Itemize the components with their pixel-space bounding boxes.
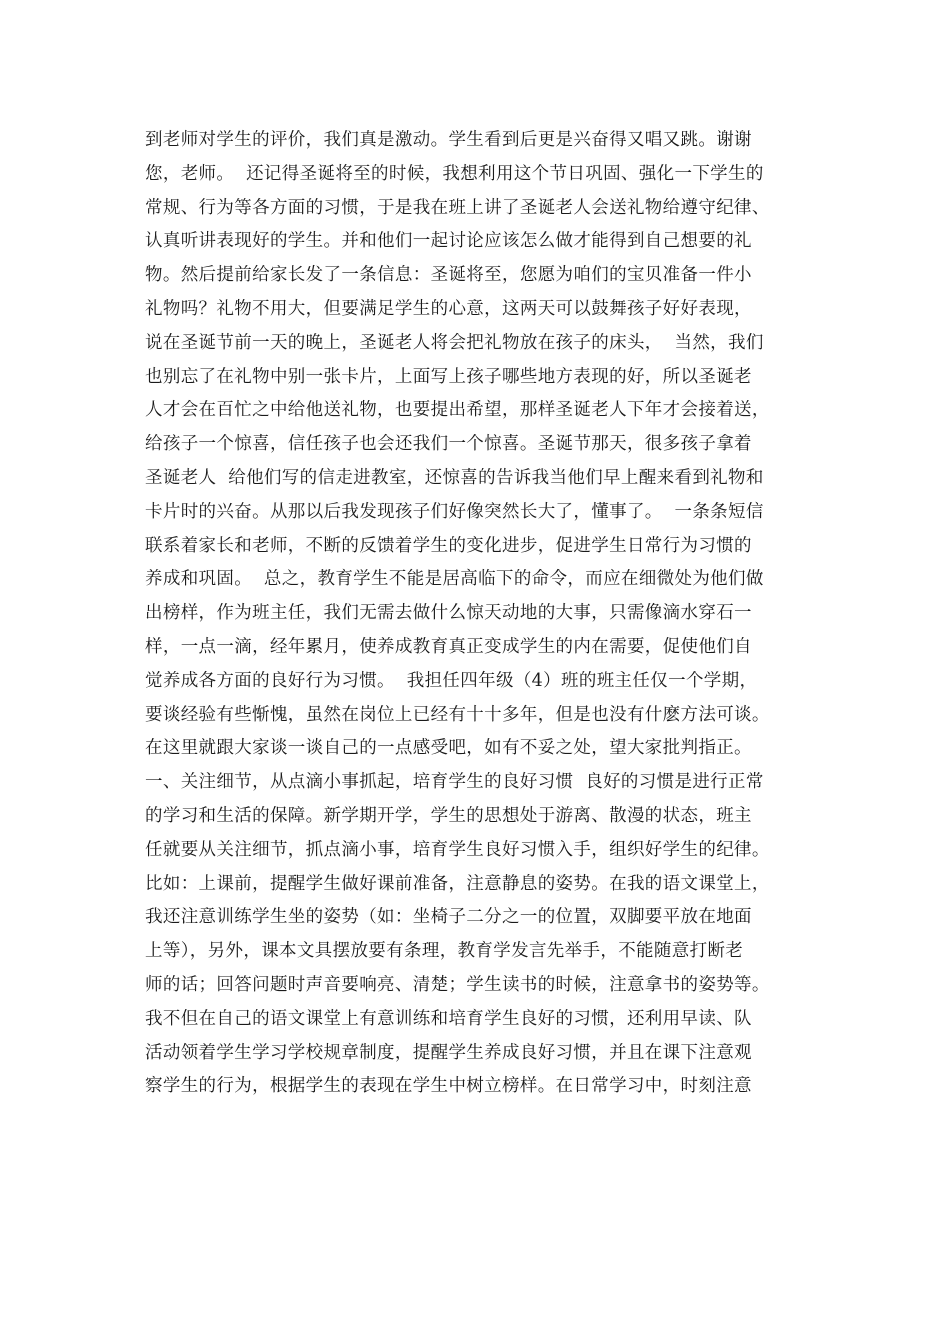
text-line: 物。然后提前给家长发了一条信息：圣诞将至，您愿为咱们的宝贝准备一件小 — [145, 265, 752, 286]
text-line: 的学习和生活的保障。新学期开学，学生的思想处于游离、散漫的状态，班主 — [145, 805, 752, 826]
text-line: 上等），另外，课本文具摆放要有条理，教育学发言先举手，不能随意打断老 — [145, 941, 744, 962]
text-line: 常规、行为等各方面的习惯，于是我在班上讲了圣诞老人会送礼物给遵守纪律、 — [145, 197, 770, 218]
text-line: 圣诞老人 给他们写的信走进教室，还惊喜的告诉我当他们早上醒来看到礼物和 — [145, 467, 764, 488]
text-line: 认真听讲表现好的学生。并和他们一起讨论应该怎么做才能得到自己想要的礼 — [145, 231, 752, 252]
text-line: 要谈经验有些惭愧，虽然在岗位上已经有十十多年，但是也没有什麽方法可谈。 — [145, 704, 770, 725]
body-text — [145, 124, 815, 1104]
section-heading-line: 一、关注细节，从点滴小事抓起，培育学生的良好习惯 良好的习惯是进行正常 — [145, 772, 764, 793]
text-line: 说在圣诞节前一天的晚上，圣诞老人将会把礼物放在孩子的床头， 当然，我们 — [145, 332, 764, 353]
text-line: 联系着家长和老师，不断的反馈着学生的变化进步，促进学生日常行为习惯的 — [145, 535, 752, 556]
text-line: 也别忘了在礼物中别一张卡片，上面写上孩子哪些地方表现的好，所以圣诞老 — [145, 366, 752, 387]
text-line: 活动领着学生学习学校规章制度，提醒学生养成良好习惯，并且在课下注意观 — [145, 1042, 752, 1063]
text-line: 给孩子一个惊喜，信任孩子也会还我们一个惊喜。圣诞节那天，很多孩子拿着 — [145, 434, 752, 455]
text-line: 师的话；回答问题时声音要响亮、清楚；学生读书的时候，注意拿书的姿势等。 — [145, 974, 770, 995]
text-line: 到老师对学生的评价，我们真是激动。学生看到后更是兴奋得又唱又跳。谢谢 — [145, 130, 752, 150]
text-line: 人才会在百忙之中给他送礼物，也要提出希望，那样圣诞老人下年才会接着送， — [145, 400, 770, 421]
text-line: 您，老师。 还记得圣诞将至的时候，我想利用这个节日巩固、强化一下学生的 — [145, 163, 764, 184]
text-line: 样，一点一滴，经年累月，使养成教育真正变成学生的内在需要，促使他们自 — [145, 636, 752, 657]
text-line: 在这里就跟大家谈一谈自己的一点感受吧，如有不妥之处，望大家批判指正。 — [145, 738, 752, 759]
text-line: 出榜样，作为班主任，我们无需去做什么惊天动地的大事，只需像滴水穿石一 — [145, 603, 752, 624]
text-line: 我不但在自己的语文课堂上有意训练和培育学生良好的习惯，还利用早读、队 — [145, 1008, 752, 1029]
text-line: 觉养成各方面的良好行为习惯。 我担任四年级（4）班的班主任仅一个学期， — [145, 670, 758, 691]
text-line: 礼物吗？礼物不用大，但要满足学生的心意，这两天可以鼓舞孩子好好表现， — [145, 298, 752, 319]
text-line: 卡片时的兴奋。从那以后我发现孩子们好像突然长大了，懂事了。 一条条短信 — [145, 501, 764, 522]
text-line: 我还注意训练学生坐的姿势（如：坐椅子二分之一的位置，双脚要平放在地面 — [145, 907, 752, 928]
text-line: 比如：上课前，提醒学生做好课前准备，注意静息的姿势。在我的语文课堂上， — [145, 873, 770, 894]
text-line: 养成和巩固。 总之，教育学生不能是居高临下的命令，而应在细微处为他们做 — [145, 569, 764, 590]
text-line: 任就要从关注细节，抓点滴小事，培育学生良好习惯入手，组织好学生的纪律。 — [145, 839, 770, 860]
text-line: 察学生的行为，根据学生的表现在学生中树立榜样。在日常学习中，时刻注意 — [145, 1076, 752, 1097]
